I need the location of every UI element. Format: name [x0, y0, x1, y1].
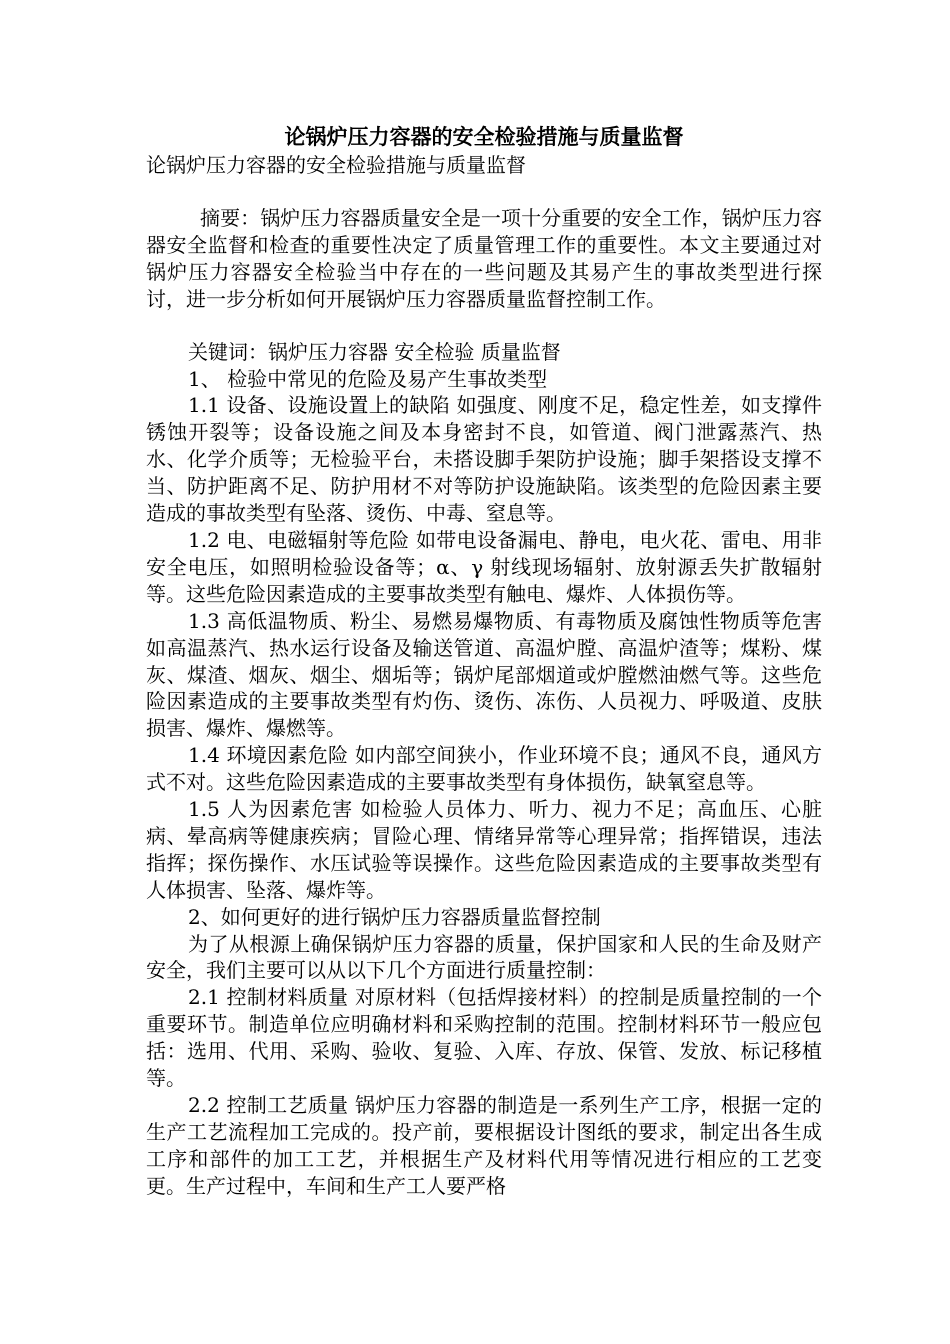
blank-line [146, 313, 822, 339]
document-subtitle: 论锅炉压力容器的安全检验措施与质量监督 [146, 153, 526, 177]
abstract-paragraph: 摘要：锅炉压力容器质量安全是一项十分重要的安全工作，锅炉压力容器安全监督和检查的重要性决定了质量管理工作的重要性。本文主要通过对锅炉压力容器安全检验当中存在的一些问题及其易产生的事故类型进行探讨，进一步分析如何开展锅炉压力容器质量监督控制工作。 [146, 206, 822, 311]
paragraph-1-5: 1.5 人为因素危害 如检验人员体力、听力、视力不足；高血压、心脏病、晕高病等健康疾病；冒险心理、情绪异常等心理异常；指挥错误，违法指挥；探伤操作、水压试验等误操作。这些危险因素造成的主要事故类型有人体损害、坠落、爆炸等。 [146, 797, 822, 902]
section-1-heading: 1、 检验中常见的危险及易产生事故类型 [188, 366, 548, 391]
paragraph-1-2: 1.2 电、电磁辐射等危险 如带电设备漏电、静电，电火花、雷电、用非安全电压，如照明检验设备等；α、γ 射线现场辐射、放射源丢失扩散辐射等。这些危险因素造成的主要事故类型有触电、爆炸、人体损伤等。 [146, 527, 822, 606]
document-title: 论锅炉压力容器的安全检验措施与质量监督 [284, 125, 684, 149]
section-2-heading: 2、如何更好的进行锅炉压力容器质量监督控制 [188, 904, 601, 929]
paragraph-1-3: 1.3 高低温物质、粉尘、易燃易爆物质、有毒物质及腐蚀性物质等危害 如高温蒸汽、热水运行设备及输送管道、高温炉膛、高温炉渣等；煤粉、煤灰、煤渣、烟灰、烟尘、烟垢等；锅炉尾部烟道或炉膛燃油燃气等。这些危险因素造成的主要事故类型有灼伤、烫伤、冻伤、人员视力、呼吸道、皮肤损害、爆炸、爆燃等。 [146, 608, 822, 741]
paragraph-2-1: 2.1 控制材料质量 对原材料（包括焊接材料）的控制是质量控制的一个重要环节。制造单位应明确材料和采购控制的范围。控制材料环节一般应包括：选用、代用、采购、验收、复验、入库、存放、保管、发放、标记移植等。 [146, 985, 822, 1091]
paragraph-2-2: 2.2 控制工艺质量 锅炉压力容器的制造是一系列生产工序，根据一定的生产工艺流程加工完成的。投产前，要根据设计图纸的要求，制定出各生成工序和部件的加工工艺，并根据生产及材料代用等情况进行相应的工艺变更。生产过程中，车间和生产工人要严格 [146, 1093, 822, 1198]
paragraph-2-intro: 为了从根源上确保锅炉压力容器的质量，保护国家和人民的生命及财产安全，我们主要可以从以下几个方面进行质量控制： [146, 931, 822, 983]
paragraph-1-1: 1.1 设备、设施设置上的缺陷 如强度、刚度不足，稳定性差，如支撑件锈蚀开裂等；设备设施之间及本身密封不良，如管道、阀门泄露蒸汽、热水、化学介质等；无检验平台，未搭设脚手架防护设施；脚手架搭设支撑不当、防护距离不足、防护用材不对等防护设施缺陷。该类型的危险因素主要造成的事故类型有坠落、烫伤、中毒、窒息等。 [146, 393, 822, 526]
blank-line [146, 179, 822, 205]
paragraph-1-4: 1.4 环境因素危险 如内部空间狭小，作业环境不良；通风不良，通风方式不对。这些危险因素造成的主要事故类型有身体损伤，缺氧窒息等。 [146, 743, 822, 795]
keywords-line: 关键词：锅炉压力容器 安全检验 质量监督 [188, 339, 561, 364]
document-page [146, 122, 822, 1200]
